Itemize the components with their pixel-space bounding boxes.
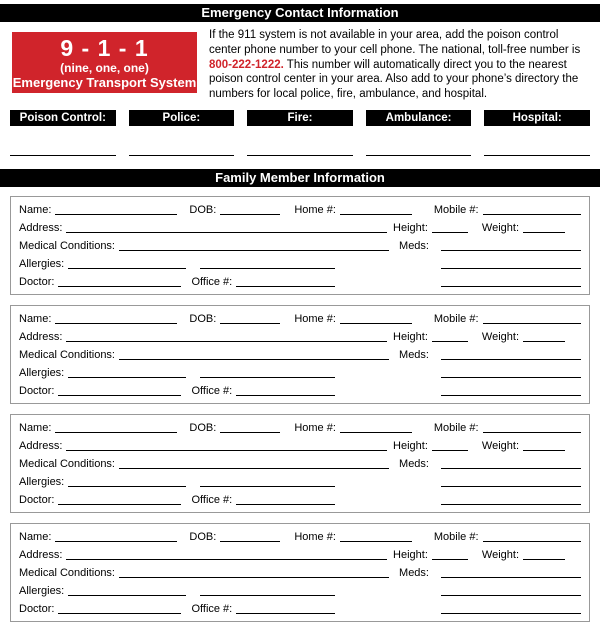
member-row-3 (19, 237, 581, 253)
member-row-4 (19, 364, 581, 380)
office-phone-label: Office #: (191, 275, 233, 288)
dob-field[interactable] (220, 323, 280, 324)
address-label: Address: (19, 221, 63, 234)
family-member-card (10, 305, 590, 404)
mobile-phone-field[interactable] (483, 214, 581, 215)
office-phone-label: Office #: (191, 384, 233, 397)
member-row-3 (19, 564, 581, 580)
address-field[interactable] (66, 341, 387, 342)
mobile-phone-label: Mobile #: (433, 530, 479, 543)
doctor-label: Doctor: (19, 602, 55, 615)
office-phone-field[interactable] (236, 395, 335, 396)
medical-conditions-field[interactable] (119, 468, 389, 469)
dob-field[interactable] (220, 541, 280, 542)
emergency-contacts-row (10, 110, 590, 156)
contact-label-fire: Fire: (247, 110, 353, 126)
member-row-5 (19, 600, 581, 616)
home-phone-field[interactable] (340, 432, 412, 433)
meds-field-line-1[interactable] (441, 359, 581, 360)
doctor-field[interactable] (58, 286, 181, 287)
police-number-field[interactable] (129, 155, 235, 156)
medical-conditions-field[interactable] (119, 250, 389, 251)
height-label: Height: (393, 221, 428, 234)
member-row-4 (19, 255, 581, 271)
allergies-label: Allergies: (19, 475, 65, 488)
home-phone-field[interactable] (340, 541, 412, 542)
contact-col-ambulance (366, 110, 472, 156)
meds-label: Meds: (399, 457, 429, 470)
meds-field-line-3[interactable] (441, 504, 581, 505)
dob-label: DOB: (189, 312, 217, 325)
member-row-1 (19, 310, 581, 326)
weight-field[interactable] (523, 341, 565, 342)
name-label: Name: (19, 421, 52, 434)
911-caption: Emergency Transport System (12, 74, 197, 90)
contact-col-poison-control (10, 110, 116, 156)
meds-field-line-1[interactable] (441, 577, 581, 578)
height-label: Height: (393, 548, 428, 561)
meds-field-line-2[interactable] (441, 377, 581, 378)
meds-label: Meds: (399, 566, 429, 579)
member-row-4 (19, 473, 581, 489)
name-field[interactable] (55, 323, 177, 324)
member-row-5 (19, 273, 581, 289)
intro-text-after: This number will automatically direct you to the nearest poison control center in your area. Also add to your phone’s directory the numbers for local police, fire, ambulance, and hospital. (209, 58, 579, 101)
page-title: Emergency Contact Information (0, 4, 600, 22)
address-field[interactable] (66, 559, 387, 560)
home-phone-label: Home #: (294, 203, 336, 216)
dob-label: DOB: (189, 530, 217, 543)
dob-label: DOB: (189, 421, 217, 434)
home-phone-label: Home #: (294, 530, 336, 543)
name-label: Name: (19, 203, 52, 216)
height-label: Height: (393, 330, 428, 343)
member-row-2 (19, 546, 581, 562)
weight-label: Weight: (481, 439, 519, 452)
name-field[interactable] (55, 432, 177, 433)
weight-label: Weight: (481, 548, 519, 561)
medical-conditions-field[interactable] (119, 577, 389, 578)
member-row-1 (19, 419, 581, 435)
allergies-field-continued[interactable] (200, 377, 335, 378)
contact-col-police (129, 110, 235, 156)
meds-label: Meds: (399, 239, 429, 252)
contact-label-poison-control: Poison Control: (10, 110, 116, 126)
office-phone-label: Office #: (191, 602, 233, 615)
mobile-phone-field[interactable] (483, 432, 581, 433)
allergies-field[interactable] (68, 486, 186, 487)
family-members (0, 196, 600, 622)
meds-field-line-2[interactable] (441, 486, 581, 487)
medical-conditions-field[interactable] (119, 359, 389, 360)
intro-paragraph (209, 28, 590, 102)
home-phone-label: Home #: (294, 312, 336, 325)
office-phone-field[interactable] (236, 613, 335, 614)
member-row-2 (19, 437, 581, 453)
allergies-field-continued[interactable] (200, 268, 335, 269)
weight-field[interactable] (523, 450, 565, 451)
office-phone-label: Office #: (191, 493, 233, 506)
allergies-field[interactable] (68, 595, 186, 596)
address-label: Address: (19, 330, 63, 343)
allergies-field-continued[interactable] (200, 595, 335, 596)
dob-field[interactable] (220, 214, 280, 215)
member-row-4 (19, 582, 581, 598)
doctor-label: Doctor: (19, 493, 55, 506)
name-field[interactable] (55, 214, 177, 215)
meds-label: Meds: (399, 348, 429, 361)
dob-label: DOB: (189, 203, 217, 216)
contact-label-ambulance: Ambulance: (366, 110, 472, 126)
family-section-title: Family Member Information (0, 169, 600, 187)
ambulance-number-field[interactable] (366, 155, 472, 156)
meds-field-line-3[interactable] (441, 613, 581, 614)
home-phone-field[interactable] (340, 214, 412, 215)
member-row-1 (19, 201, 581, 217)
height-field[interactable] (432, 341, 468, 342)
mobile-phone-field[interactable] (483, 323, 581, 324)
meds-field-line-1[interactable] (441, 250, 581, 251)
mobile-phone-label: Mobile #: (433, 203, 479, 216)
intro-section (12, 28, 590, 102)
member-row-2 (19, 328, 581, 344)
name-field[interactable] (55, 541, 177, 542)
911-panel (12, 32, 197, 93)
hospital-number-field[interactable] (484, 155, 590, 156)
height-field[interactable] (432, 450, 468, 451)
member-row-3 (19, 346, 581, 362)
mobile-phone-label: Mobile #: (433, 312, 479, 325)
doctor-field[interactable] (58, 504, 181, 505)
name-label: Name: (19, 312, 52, 325)
medical-conditions-label: Medical Conditions: (19, 457, 115, 470)
doctor-label: Doctor: (19, 384, 55, 397)
height-label: Height: (393, 439, 428, 452)
family-member-card (10, 196, 590, 295)
member-row-3 (19, 455, 581, 471)
home-phone-field[interactable] (340, 323, 412, 324)
contact-col-fire (247, 110, 353, 156)
911-number: 9 - 1 - 1 (60, 34, 149, 61)
medical-conditions-label: Medical Conditions: (19, 566, 115, 579)
address-field[interactable] (66, 232, 387, 233)
member-row-5 (19, 382, 581, 398)
height-field[interactable] (432, 232, 468, 233)
address-label: Address: (19, 548, 63, 561)
weight-field[interactable] (523, 232, 565, 233)
doctor-field[interactable] (58, 613, 181, 614)
allergies-label: Allergies: (19, 257, 65, 270)
meds-field-line-3[interactable] (441, 395, 581, 396)
911-phonetic: (nine, one, one) (60, 60, 149, 75)
mobile-phone-label: Mobile #: (433, 421, 479, 434)
member-row-5 (19, 491, 581, 507)
home-phone-label: Home #: (294, 421, 336, 434)
mobile-phone-field[interactable] (483, 541, 581, 542)
poison-control-phone-number: 800-222-1222. (209, 58, 284, 71)
office-phone-field[interactable] (236, 286, 335, 287)
allergies-field[interactable] (68, 268, 186, 269)
meds-field-line-1[interactable] (441, 468, 581, 469)
contact-label-hospital: Hospital: (484, 110, 590, 126)
member-row-2 (19, 219, 581, 235)
member-row-1 (19, 528, 581, 544)
allergies-field[interactable] (68, 377, 186, 378)
doctor-field[interactable] (58, 395, 181, 396)
meds-field-line-2[interactable] (441, 268, 581, 269)
weight-label: Weight: (481, 221, 519, 234)
doctor-label: Doctor: (19, 275, 55, 288)
weight-field[interactable] (523, 559, 565, 560)
poison-control-number-field[interactable] (10, 155, 116, 156)
allergies-field-continued[interactable] (200, 486, 335, 487)
name-label: Name: (19, 530, 52, 543)
weight-label: Weight: (481, 330, 519, 343)
address-field[interactable] (66, 450, 387, 451)
medical-conditions-label: Medical Conditions: (19, 348, 115, 361)
dob-field[interactable] (220, 432, 280, 433)
family-member-card (10, 414, 590, 513)
family-member-card (10, 523, 590, 622)
allergies-label: Allergies: (19, 366, 65, 379)
meds-field-line-2[interactable] (441, 595, 581, 596)
fire-number-field[interactable] (247, 155, 353, 156)
contact-col-hospital (484, 110, 590, 156)
medical-conditions-label: Medical Conditions: (19, 239, 115, 252)
contact-label-police: Police: (129, 110, 235, 126)
meds-field-line-3[interactable] (441, 286, 581, 287)
height-field[interactable] (432, 559, 468, 560)
address-label: Address: (19, 439, 63, 452)
office-phone-field[interactable] (236, 504, 335, 505)
allergies-label: Allergies: (19, 584, 65, 597)
intro-text-before: If the 911 system is not available in your area, add the poison control center phone number to your cell phone. The national, toll-free number is (209, 29, 581, 56)
